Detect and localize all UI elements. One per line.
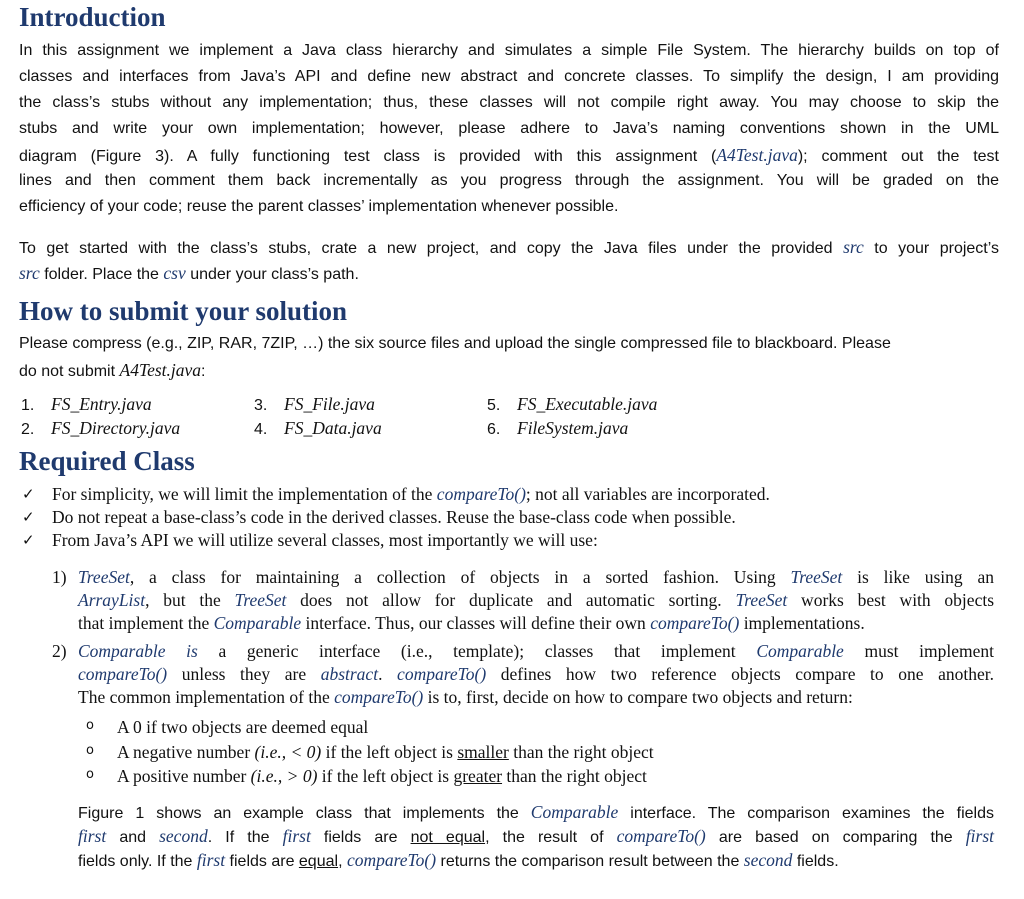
code-is: is [186, 641, 198, 661]
code-first: first [965, 826, 995, 846]
text: defines how two reference objects compare to one another. [486, 664, 994, 684]
intro-line: the class’s stubs without any implementation; thus, these classes will not compile right away. You may choose to skip the [19, 94, 999, 111]
code-comparable: Comparable [756, 641, 844, 661]
submit-line [19, 357, 999, 383]
file-list-item [21, 417, 180, 441]
text: To get started with the class’s stubs, crate a new project, and copy the Java files under the provided [19, 240, 844, 257]
text: : [201, 363, 206, 380]
text: if the left object is [317, 766, 454, 786]
code-treeset: TreeSet [735, 590, 788, 610]
bullet-line-1: A 0 if two objects are deemed equal [117, 717, 369, 737]
code-first: first [196, 850, 226, 870]
list-number: 1) [52, 567, 67, 587]
submit-paragraph [19, 331, 999, 383]
code-compareto: compareTo() [650, 613, 740, 633]
intro-line [19, 234, 999, 260]
text: does not allow for duplicate and automatic sorting. [286, 590, 736, 610]
text: fields are [225, 853, 299, 870]
heading-required-class: Required Class [19, 446, 195, 476]
intro-line [19, 260, 999, 286]
text: . If the [207, 829, 283, 846]
text: , a class for maintaining a collection of objects in a sorted fashion. Using [129, 567, 791, 587]
code-second: second [743, 850, 793, 870]
text: fields only. If the [78, 853, 197, 870]
check-icon: ✓ [22, 485, 35, 503]
file-list-item [254, 417, 382, 441]
text: interface. The comparison examines the fields [618, 805, 994, 822]
item2-line-1 [78, 640, 994, 663]
file-list-col-3 [487, 393, 657, 441]
text: , but the [145, 590, 235, 610]
required-check-2: Do not repeat a base-class’s code in the derived classes. Reuse the base-class code when possible. [52, 507, 736, 527]
text: to your project’s [863, 240, 1000, 257]
file-name: FS_Data.java [284, 418, 382, 438]
code-treeset: TreeSet [790, 567, 843, 587]
list-number: 1. [21, 397, 35, 414]
heading-introduction: Introduction [19, 2, 166, 32]
code-treeset: TreeSet [78, 567, 130, 587]
file-name: FS_Entry.java [51, 394, 152, 414]
text: are based on comparing the [705, 829, 966, 846]
text: fields. [792, 853, 839, 870]
item1-line-1 [78, 566, 994, 589]
text: ); comment out the test [797, 148, 999, 165]
file-list-item [254, 393, 382, 417]
figure-paragraph-line-2 [78, 824, 994, 850]
code-compareto: compareTo() [346, 850, 437, 870]
check-icon: ✓ [22, 508, 35, 526]
intro-line: efficiency of your code; reuse the parent classes’ implementation whenever possible. [19, 198, 619, 215]
text: A positive number [117, 766, 251, 786]
check-icon: ✓ [22, 531, 35, 549]
text: The common implementation of the [78, 687, 335, 707]
text: For simplicity, we will limit the implementation of the [52, 484, 437, 504]
circle-bullet-icon: o [86, 743, 94, 758]
item2-line-2 [78, 663, 994, 686]
code-compareto: compareTo() [397, 664, 487, 684]
underlined-word: equal [298, 853, 339, 870]
code-src: src [19, 263, 40, 283]
circle-bullet-icon: o [86, 767, 94, 782]
text: folder. Place the [39, 266, 164, 283]
underlined-word: greater [453, 766, 503, 786]
code-arraylist: ArrayList [78, 590, 146, 610]
heading-how-to-submit: How to submit your solution [19, 296, 348, 326]
text: must implement [843, 641, 994, 661]
code-comparable: Comparable [530, 802, 619, 822]
file-name: FileSystem.java [517, 418, 629, 438]
intro-line [19, 142, 999, 168]
code-second: second [159, 826, 208, 846]
figure-paragraph-line-1 [78, 800, 994, 826]
submit-line: Please compress (e.g., ZIP, RAR, 7ZIP, …) the six source files and upload the single compressed file to blackboard. Please [19, 335, 891, 352]
text: works best with objects [787, 590, 995, 610]
text: unless they are [167, 664, 321, 684]
intro-line: lines and then comment them back incrementally as you progress through the assignment. You will be graded on the [19, 172, 999, 189]
intro-line: classes and interfaces from Java’s API and define new abstract and concrete classes. To simplify the design, I am providing [19, 68, 999, 85]
text: fields are [310, 829, 411, 846]
text: is like using an [842, 567, 994, 587]
underlined-word: smaller [457, 742, 509, 762]
required-check-1 [52, 483, 770, 506]
list-number: 2. [21, 421, 35, 438]
text: than the right object [508, 742, 654, 762]
figure-paragraph-line-3 [78, 848, 839, 874]
list-number: 3. [254, 397, 268, 414]
math-expression: (i.e., > 0) [250, 766, 318, 786]
bullet-line-3 [117, 764, 647, 788]
text: is to, first, decide on how to compare two objects and return: [423, 687, 853, 707]
code-comparable: Comparable [213, 613, 302, 633]
file-list-col-2 [254, 393, 382, 441]
code-src: src [843, 237, 864, 257]
text: interface. Thus, our classes will define their own [301, 613, 651, 633]
list-number: 2) [52, 641, 67, 661]
item2-line-3 [78, 686, 853, 709]
file-list-item [487, 393, 657, 417]
file-list-item [21, 393, 180, 417]
code-csv: csv [163, 263, 186, 283]
code-compareto: compareTo() [436, 484, 526, 504]
text: ; not all variables are incorporated. [525, 484, 770, 504]
code-compareto: compareTo() [334, 687, 424, 707]
code-a4test: A4Test.java [716, 145, 798, 165]
list-number: 4. [254, 421, 268, 438]
text: A negative number [117, 742, 255, 762]
text: that implement the [78, 613, 214, 633]
text: a generic interface (i.e., template); classes that implement [197, 641, 757, 661]
list-number: 5. [487, 397, 501, 414]
code-treeset: TreeSet [234, 590, 287, 610]
text: if the left object is [321, 742, 458, 762]
item1-line-3 [78, 612, 865, 635]
bullet-line-2 [117, 740, 654, 764]
circle-bullet-icon: o [86, 718, 94, 733]
file-name: FS_Directory.java [51, 418, 181, 438]
math-expression: (i.e., < 0) [254, 742, 322, 762]
code-abstract: abstract [320, 664, 379, 684]
code-a4test: A4Test.java [119, 360, 202, 380]
file-name: FS_Executable.java [517, 394, 658, 414]
code-first: first [282, 826, 311, 846]
required-check-3: From Java’s API we will utilize several classes, most importantly we will use: [52, 530, 598, 550]
text: than the right object [502, 766, 647, 786]
text: implementations. [739, 613, 865, 633]
item1-line-2 [78, 589, 994, 612]
text: , [338, 853, 347, 870]
file-name: FS_File.java [284, 394, 375, 414]
code-compareto: compareTo() [616, 826, 706, 846]
text: under your class’s path. [185, 266, 359, 283]
code-comparable: Comparable [78, 641, 166, 661]
text: returns the comparison result between the [436, 853, 744, 870]
intro-line: stubs and write your own implementation; however, please adhere to Java’s naming conventions shown in the UML [19, 120, 999, 137]
file-list-col-1 [21, 393, 180, 441]
text: do not submit [19, 363, 120, 380]
text: . [378, 664, 398, 684]
code-first: first [78, 826, 107, 846]
text: diagram (Figure 3). A fully functioning test class is provided with this assignment ( [19, 148, 717, 165]
underlined-phrase: not equal [410, 829, 486, 846]
text: and [106, 829, 160, 846]
file-list-item [487, 417, 657, 441]
intro-paragraph-1 [19, 38, 999, 220]
code-compareto: compareTo() [78, 664, 168, 684]
intro-paragraph-2 [19, 234, 999, 286]
text: Figure 1 shows an example class that implements the [78, 805, 531, 822]
list-number: 6. [487, 421, 501, 438]
text: , the result of [485, 829, 617, 846]
intro-line: In this assignment we implement a Java class hierarchy and simulates a simple File System. The hierarchy builds on top of [19, 42, 999, 59]
